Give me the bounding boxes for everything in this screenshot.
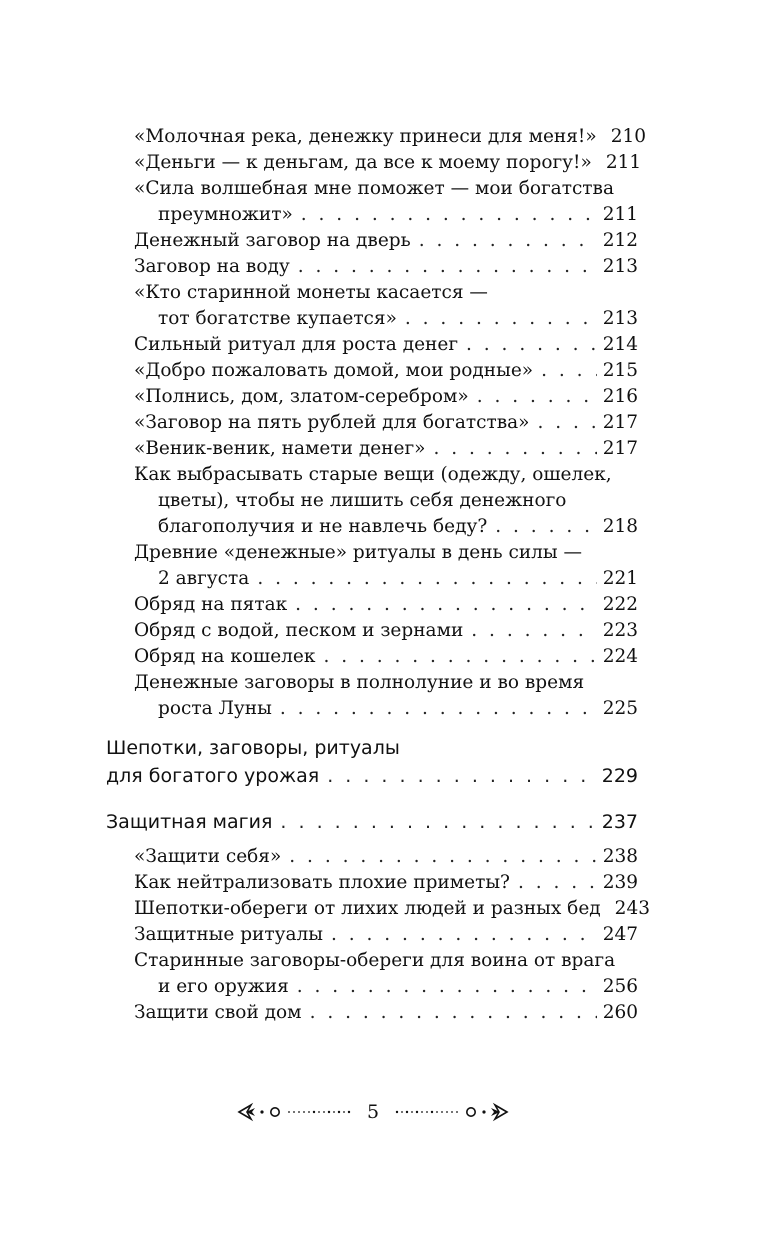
- toc-page-number: 256: [602, 976, 638, 997]
- toc-entry-title: Обряд с водой, песком и зернами: [134, 620, 464, 641]
- toc-entry-title: 2 августа: [158, 568, 250, 589]
- dot-leader: [471, 618, 596, 644]
- toc-entry[interactable]: [134, 384, 638, 410]
- toc-page-number: 222: [602, 594, 638, 615]
- entries-protection: [106, 844, 650, 1026]
- toc-page-number: 223: [602, 620, 638, 641]
- dot-leader: [295, 592, 597, 618]
- toc-page-number: 213: [602, 308, 638, 329]
- toc-entry-title: и его оружия: [158, 976, 289, 997]
- toc-entry-title: Заговор на воду: [134, 256, 290, 277]
- toc-page-number: 229: [601, 765, 638, 787]
- toc-entry-title: «Деньги — к деньгам, да все к моему порогу!»: [134, 152, 592, 173]
- toc-entry[interactable]: [134, 670, 638, 722]
- toc-entry[interactable]: [134, 644, 638, 670]
- toc-page-number: 211: [605, 152, 642, 173]
- dot-leader: [541, 358, 597, 384]
- toc-entry-title: Защитная магия: [106, 811, 273, 833]
- toc-page-number: 214: [602, 334, 638, 355]
- toc-entry-title: «Кто старинной монеты касается —: [134, 282, 488, 303]
- toc-entry[interactable]: [134, 1000, 638, 1026]
- toc-entry-title: Шепотки-обереги от лихих людей и разных бед: [134, 898, 601, 919]
- toc-entry[interactable]: [134, 150, 642, 176]
- section-heading-harvest: [106, 734, 638, 790]
- left-ornament-icon: [237, 1102, 357, 1122]
- toc-entry[interactable]: [134, 228, 638, 254]
- entries-money: [106, 124, 646, 722]
- dot-leader: [297, 974, 597, 1000]
- dot-leader: [495, 514, 596, 540]
- dot-leader: [518, 870, 597, 896]
- toc-entry-title: благополучия и не навлечь беду?: [158, 516, 488, 537]
- toc-entry[interactable]: [134, 254, 638, 280]
- section-heading-protection: [106, 808, 638, 836]
- toc-page-number: 237: [601, 811, 638, 833]
- toc-entry[interactable]: [134, 124, 646, 150]
- page-number: 5: [366, 1101, 380, 1123]
- dot-leader: [331, 922, 597, 948]
- right-ornament-icon: [389, 1102, 509, 1122]
- dot-leader: [419, 228, 597, 254]
- toc-entry-title: «Добро пожаловать домой, мои родные»: [134, 360, 534, 381]
- toc-entry[interactable]: [134, 922, 638, 948]
- toc-page-number: 215: [602, 360, 638, 381]
- toc-page-number: 210: [610, 126, 646, 147]
- toc-page-number: 221: [602, 568, 638, 589]
- toc-page-number: 243: [614, 898, 650, 919]
- toc-entry-title: для богатого урожая: [106, 765, 320, 787]
- toc-page-number: 260: [602, 1002, 638, 1023]
- toc-entry-title: «Заговор на пять рублей для богатства»: [134, 412, 530, 433]
- dot-leader: [280, 696, 597, 722]
- toc-entry-title: Как нейтрализовать плохие приметы?: [134, 872, 510, 893]
- toc-page-number: 213: [602, 256, 638, 277]
- dot-leader: [257, 566, 596, 592]
- toc-page-number: 216: [602, 386, 638, 407]
- toc-entry-title: преумножит»: [158, 204, 293, 225]
- toc-entry-title: «Защити себя»: [134, 846, 282, 867]
- toc-entry[interactable]: [134, 870, 638, 896]
- toc-entry[interactable]: [134, 540, 638, 592]
- toc-page-number: 217: [602, 412, 638, 433]
- toc-entry-title: «Полнись, дом, златом-серебром»: [134, 386, 469, 407]
- toc-entry-title: тот богатстве купается»: [158, 308, 397, 329]
- toc-page-number: 239: [602, 872, 638, 893]
- toc-entry-title: Как выбрасывать старые вещи (одежду, ошелек,: [134, 464, 612, 485]
- toc-entry[interactable]: [134, 410, 638, 436]
- toc-entry[interactable]: [134, 436, 638, 462]
- toc-page-number: 224: [602, 646, 638, 667]
- toc-entry-title: роста Луны: [158, 698, 272, 719]
- toc-entry-title: цветы), чтобы не лишить себя денежного: [158, 490, 567, 511]
- dot-leader: [301, 202, 597, 228]
- toc-entry-title: Обряд на кошелек: [134, 646, 316, 667]
- toc-entry-title: Древние «денежные» ритуалы в день силы —: [134, 542, 583, 563]
- toc-page-number: 225: [602, 698, 638, 719]
- toc-entry[interactable]: [134, 896, 650, 922]
- toc-entry-title: Обряд на пятак: [134, 594, 288, 615]
- dot-leader: [280, 808, 595, 836]
- dot-leader: [466, 332, 597, 358]
- toc-page-number: 211: [602, 204, 638, 225]
- toc-entry[interactable]: [134, 332, 638, 358]
- dot-leader: [405, 306, 597, 332]
- toc-entry-title: «Сила волшебная мне поможет — мои богатства: [134, 178, 614, 199]
- toc-page-number: 218: [602, 516, 638, 537]
- toc-page-number: 238: [602, 846, 638, 867]
- toc-entry-title: Защитные ритуалы: [134, 924, 324, 945]
- dot-leader: [298, 254, 597, 280]
- toc-entry[interactable]: [134, 948, 638, 1000]
- dot-leader: [537, 410, 596, 436]
- toc-entry[interactable]: [134, 592, 638, 618]
- toc-entry[interactable]: [134, 618, 638, 644]
- table-of-contents: [106, 124, 650, 1026]
- dot-leader: [477, 384, 597, 410]
- dot-leader: [323, 644, 596, 670]
- dot-leader: [289, 844, 596, 870]
- toc-entry[interactable]: [134, 280, 638, 332]
- toc-entry-title: «Молочная река, денежку принеси для меня!»: [134, 126, 597, 147]
- toc-page-number: 217: [602, 438, 638, 459]
- toc-entry-title: Защити свой дом: [134, 1002, 302, 1023]
- toc-page-number: 247: [602, 924, 638, 945]
- toc-entry-title: Денежные заговоры в полнолуние и во время: [134, 672, 585, 693]
- toc-entry-title: «Веник-веник, намети денег»: [134, 438, 426, 459]
- toc-entry[interactable]: [134, 358, 638, 384]
- toc-entry-title: Денежный заговор на дверь: [134, 230, 411, 251]
- page-footer: [228, 1097, 518, 1127]
- toc-entry-title: Шепотки, заговоры, ритуалы: [106, 737, 400, 759]
- dot-leader: [327, 762, 596, 790]
- dot-leader: [310, 1000, 597, 1026]
- toc-entry[interactable]: [134, 176, 638, 228]
- dot-leader: [433, 436, 596, 462]
- toc-page-number: 212: [602, 230, 638, 251]
- toc-entry-title: Сильный ритуал для роста денег: [134, 334, 459, 355]
- toc-entry-title: Старинные заговоры-обереги для воина от врага: [134, 950, 616, 971]
- toc-entry[interactable]: [134, 462, 638, 540]
- toc-entry[interactable]: [134, 844, 638, 870]
